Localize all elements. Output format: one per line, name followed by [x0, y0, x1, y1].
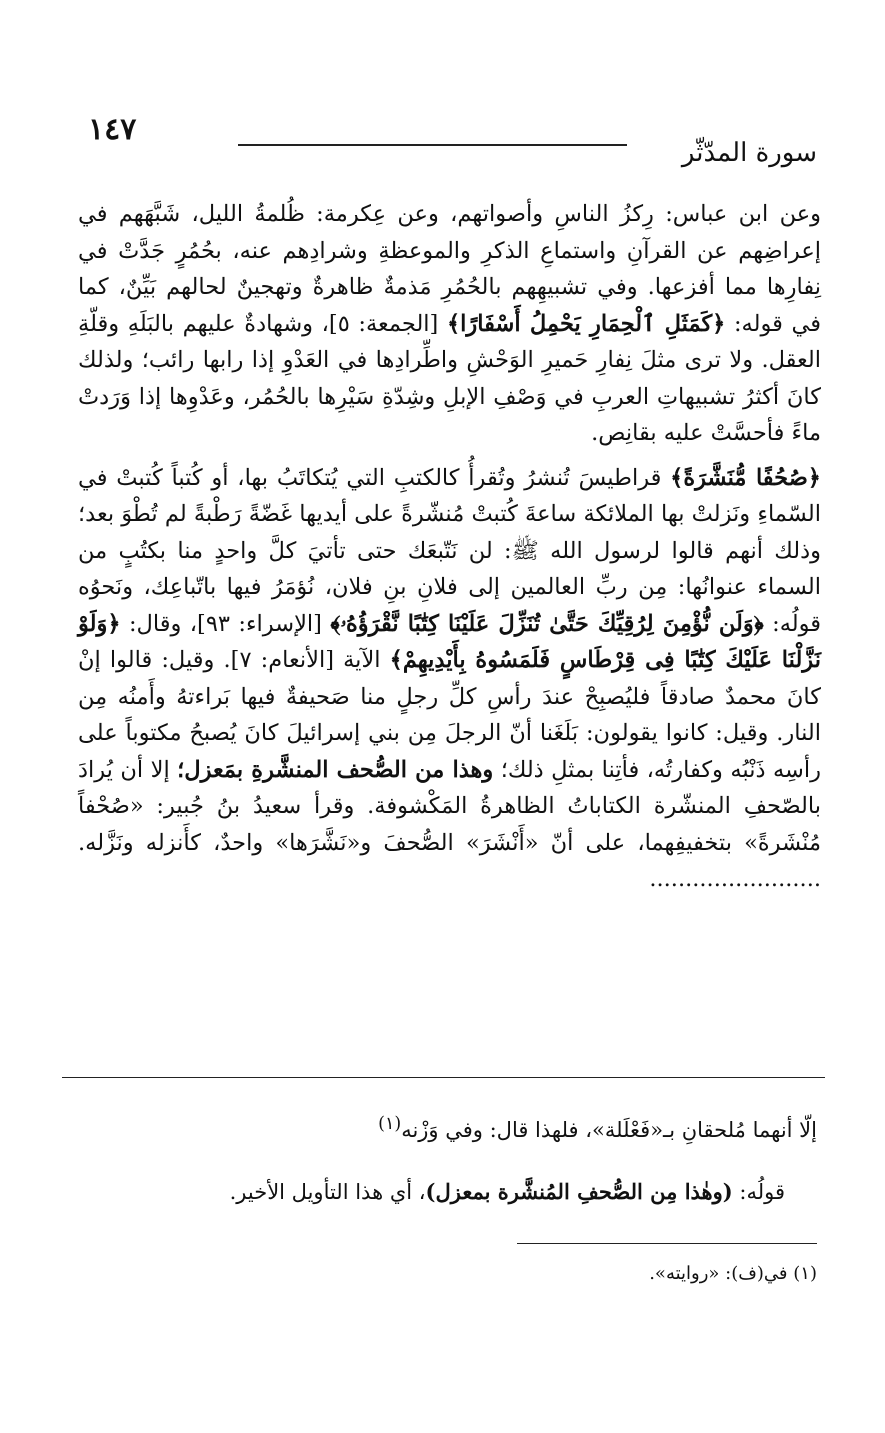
quran-quote: ﴿صُحُفًا مُّنَشَّرَةً﴾ — [670, 464, 821, 491]
paragraph-2 — [78, 460, 821, 898]
footnote-text: في(ف): «روايته». — [649, 1263, 788, 1284]
commentary-line-2 — [80, 1176, 817, 1208]
quran-quote: ﴿وَلَوْ نَزَّلْنَا عَلَيْكَ كِتَٰبًا فِى قِرْطَاسٍ فَلَمَسُوهُ بِأَيْدِيهِمْ﴾ — [78, 610, 821, 673]
footnote-separator — [517, 1243, 817, 1244]
page-header — [88, 112, 817, 172]
commentary-quote: (وهٰذا مِن الصُّحفِ المُنشَّرة بمعزل) — [425, 1179, 733, 1204]
text-run: قراطيسَ تُنشرُ وتُقرأُ كالكتبِ التي يُتكاتَبُ بها، أو كُتباً كُتبتْ في السّماءِ ونَزلتْ بها الملائكة ساعةَ كُتبتْ مُنشّرةً على أيديها غَضّةً رَطْبةً لم تُطْوَ بعد؛ وذلك أنهم قالوا لرسول الله ﷺ: لن نَتّبعَك حتى تأتيَ كلَّ واحدٍ منا بكتُبٍ من السماء عنوانُها: مِن ربِّ العالمين إلى فلانِ بنِ فلان، نُؤمَرُ فيها باتّباعِك، ونَحوُه قولُه: — [78, 464, 821, 637]
footnote — [80, 1263, 817, 1284]
page-number: ١٤٧ — [88, 112, 137, 147]
commentary-text: ، أي هذا التأويل الأخير. — [229, 1180, 426, 1204]
text-run: الآية [الأنعام: ٧]. وقيل: قالوا إنْ كانَ محمدٌ صادقاً فليُصبِحْ عندَ رأسِ كلِّ رجلٍ منا صَحيفةٌ فيها بَراءتهُ وأَمنُه مِن النار. وقيل: كانوا يقولون: بَلَغَنا أنّ الرجلَ مِن بني إسرائيلَ كانَ يُصبحُ مكتوباً على رأسِه ذَنْبُه وكفارتُه، فأتِنا بمثلِ ذلك؛ — [78, 647, 821, 783]
commentary — [80, 1108, 817, 1238]
bold-phrase: وهذا من الصُّحف المنشَّرةِ بمَعزل؛ — [177, 756, 494, 783]
footnote-ref: (١) — [378, 1114, 402, 1134]
text-run: [الجمعة: ٥]، وشهادةٌ عليهم بالبَلَهِ وقلّةِ العقل. ولا ترى مثلَ نِفارِ حَميرِ الوَحْشِ واطِّرادِها في العَدْوِ إذا رابها رائب؛ ولذلك كانَ أكثرُ تشبيهاتِ العربِ في وَصْفِ الإبلِ وشِدّةِ سَيْرِها بالحُمُر، وعَدْوِها إذا وَرَدتْ ماءً فأحسَّتْ عليه بقانِص. — [78, 310, 821, 446]
header-rule — [238, 144, 627, 146]
surah-title: سورة المدّثّر — [681, 138, 817, 168]
quran-quote: ﴿وَلَن نُّؤْمِنَ لِرُقِيِّكَ حَتَّىٰ تُنَزِّلَ عَلَيْنَا كِتَٰبًا نَّقْرَؤُهُۥ﴾ — [330, 610, 764, 637]
text-run: [الإسراء: ٩٣]، وقال: — [120, 610, 331, 637]
text-run: إلا أن يُرادَ بالصّحفِ المنشّرة الكتاباتُ الظاهرةُ المَكْشوفة. وقرأ سعيدُ بنُ جُبير: «صُحْفاً مُنْشَرةً» بتخفيفِهما، على أنّ «أَنْشَرَ» الصُّحفَ و«نَشَّرَها» واحدٌ، كأَنزله ونَزَّله. — [78, 756, 821, 856]
text-run: وعن ابن عباس: رِكزُ الناسِ وأصواتهم، وعن عِكرمة: ظُلمةُ الليل، شَبَّهَهم في إعراضِهم عن القرآنِ واستماعِ الذكرِ والموعظةِ وشرادِهم عنه، بحُمُرٍ جَدَّتْ في نِفارِها مما أفزعها. وفي تشبيهِهم بالحُمُرِ مَذمةٌ ظاهرةٌ وتهجينٌ لحالهم بَيِّنٌ، كما في قوله: — [78, 201, 821, 337]
main-text — [78, 196, 821, 898]
commentary-text: قولُه: — [732, 1180, 785, 1204]
footnote-number: (١) — [793, 1263, 817, 1284]
commentary-line-1 — [80, 1108, 817, 1146]
dotted-leader: ........................ — [649, 866, 821, 892]
quran-quote: ﴿كَمَثَلِ ٱلْحِمَارِ يَحْمِلُ أَسْفَارًا﴾ — [446, 310, 726, 337]
commentary-text: إلّا أنهما مُلحقانِ بـ«فَعْلَلة»، فلهذا قال: وفي وَزْنه — [401, 1118, 817, 1142]
paragraph-1 — [78, 196, 821, 452]
main-separator — [62, 1077, 825, 1078]
